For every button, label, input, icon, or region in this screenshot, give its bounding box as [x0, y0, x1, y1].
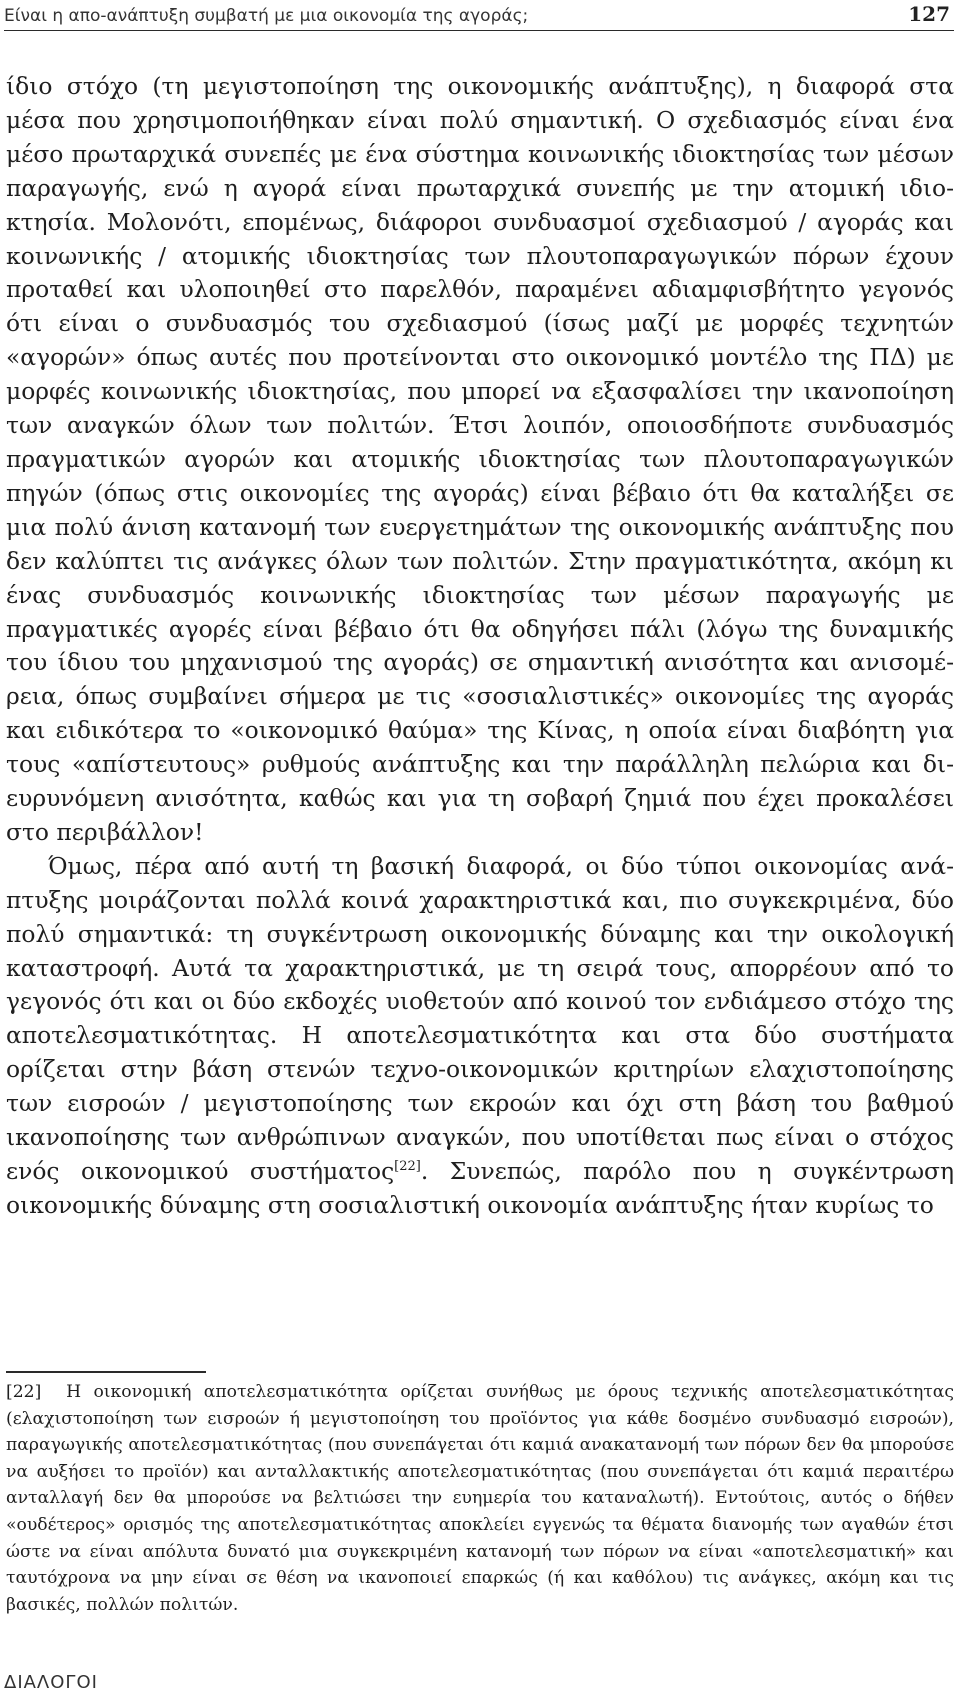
paragraph-text-continued: . Συνεπώς, παρόλο που η συγκέντρωση οικονομικής δύναμης στη σοσιαλιστική οικονομία ανάπτυξης ήταν κυρίως το	[6, 1157, 955, 1219]
page-number: 127	[908, 2, 950, 26]
footnote-separator	[6, 1371, 206, 1373]
main-text	[6, 70, 954, 1223]
footnote-text: Η οικονομική αποτελεσματικότητα ορίζεται συνήθως με όρους τεχνικής αποτελεσματικότητας (ελαχιστοποίηση των εισροών ή μεγιστοποίηση του προϊόντος για κάθε δοσμένο συνδυασμό εισροών), παραγωγικής αποτελεσματικότητας (που συνεπάγεται ότι καμιά ανακατανομή των πόρων δεν θα μπορούσε να αυξήσει το προϊόν) και ανταλλακτικής αποτελεσματικότητας (που συνεπάγεται ότι καμιά περαιτέρω ανταλλαγή δεν θα μπορούσε να βελτιώσει την ευημερία του καταναλωτή). Εντούτοις, αυτός ο δήθεν «ουδέτερος» ορισμός της αποτελεσματικότητας αποκλείει εγγενώς τα θέματα διανομής των αγαθών έτσι ώστε να είναι απόλυτα δυνατό μια συγκεκριμένη κατανομή των πόρων να είναι «αποτελεσματική» και ταυτόχρονα να μην είναι σε θέση να ικανοποιεί επαρκώς (ή και καθόλου) τις ανάγκες, ακόμη και τις βασικές, πολλών πολιτών.	[6, 1382, 954, 1615]
journal-footer: ΔΙΑΛΟΓΟΙ	[4, 1672, 98, 1693]
paragraph-continued: ίδιο στόχο (τη μεγιστοποίηση της οικονομικής ανάπτυξης), η διαφορά στα μέσα που χρησιμοποιήθηκαν είναι πολύ σημαντική. Ο σχεδιασμός είναι ένα μέσο πρωταρχικά συνεπές με ένα σύστημα κοινωνικής ιδιοκτησίας των μέσων παραγωγής, ενώ η αγορά είναι πρωταρχικά συνεπής με την ατομική ιδιοκτησία. Μολονότι, επομένως, διάφοροι συνδυασμοί σχεδιασμού / αγοράς και κοινωνικής / ατομικής ιδιοκτησίας των πλουτοπαραγωγικών πόρων έχουν προταθεί και υλοποιηθεί στο παρελθόν, παραμένει αδιαμφισβήτητο γεγονός ότι είναι ο συνδυασμός του σχεδιασμού (ίσως μαζί με μορφές τεχνητών «αγορών» όπως αυτές που προτείνονται στο οικονομικό μοντέλο της ΠΔ) με μορφές κοινωνικής ιδιοκτησίας, που μπορεί να εξασφαλίσει την ικανοποίηση των αναγκών όλων των πολιτών. Έτσι λοιπόν, οποιοσδήποτε συνδυασμός πραγματικών αγορών και ατομικής ιδιοκτησίας των πλουτοπαραγωγικών πηγών (όπως στις οικονομίες της αγοράς) είναι βέβαιο ότι θα καταλήξει σε μια πολύ άνιση κατανομή των ευεργετημάτων της οικονομικής ανάπτυξης που δεν καλύπτει τις ανάγκες όλων των πολιτών. Στην πραγματικότητα, ακόμη κι ένας συνδυασμός κοινωνικής ιδιοκτησίας των μέσων παραγωγής με πραγματικές αγορές είναι βέβαιο ότι θα οδηγήσει πάλι (λόγω της δυναμικής του ίδιου του μηχανισμού της αγοράς) σε σημαντική ανισότητα και ανισομέρεια, όπως συμβαίνει σήμερα με τις «σοσιαλιστικές» οικονομίες της αγοράς και ειδικότερα το «οικονομικό θαύμα» της Κίνας, η οποία είναι διαβόητη για τους «απίστευτους» ρυθμούς ανάπτυξης και την παράλληλη πελώρια και διευρυνόμενη ανισότητα, καθώς και για τη σοβαρή ζημιά που έχει προκαλέσει στο περιβάλλον!	[6, 72, 954, 846]
paragraph-text: Όμως, πέρα από αυτή τη βασική διαφορά, οι δύο τύποι οικονομίας ανάπτυξης μοιράζονται πολλά κοινά χαρακτηριστικά και, πιο συγκεκριμένα, δύο πολύ σημαντικά: τη συγκέντρωση οικονομικής δύναμης και την οικολογική καταστροφή. Αυτά τα χαρακτηριστικά, με τη σειρά τους, απορρέουν από το γεγονός ότι και οι δύο εκδοχές υιοθετούν από κοινού τον ενδιάμεσο στόχο της αποτελεσματικότητας. Η αποτελεσματικότητα και στα δύο συστήματα ορίζεται στην βάση στενών τεχνο-οικονομικών κριτηρίων ελαχιστοποίησης των εισροών / μεγιστοποίησης των εκροών και όχι στη βάση του βαθμού ικανοποίησης των ανθρώπινων αναγκών, που υποτίθεται πως είναι ο στόχος ενός οικονομικού συστήματος	[6, 851, 954, 1185]
running-header	[4, 0, 954, 31]
footnote	[6, 1379, 954, 1618]
footnote-marker: [22]	[6, 1382, 42, 1402]
footnotes	[6, 1379, 954, 1618]
footnote-reference[interactable]: [22]	[394, 1159, 421, 1174]
paragraph	[6, 850, 954, 1223]
running-title: Είναι η απο-ανάπτυξη συμβατή με μια οικονομία της αγοράς;	[4, 6, 529, 26]
